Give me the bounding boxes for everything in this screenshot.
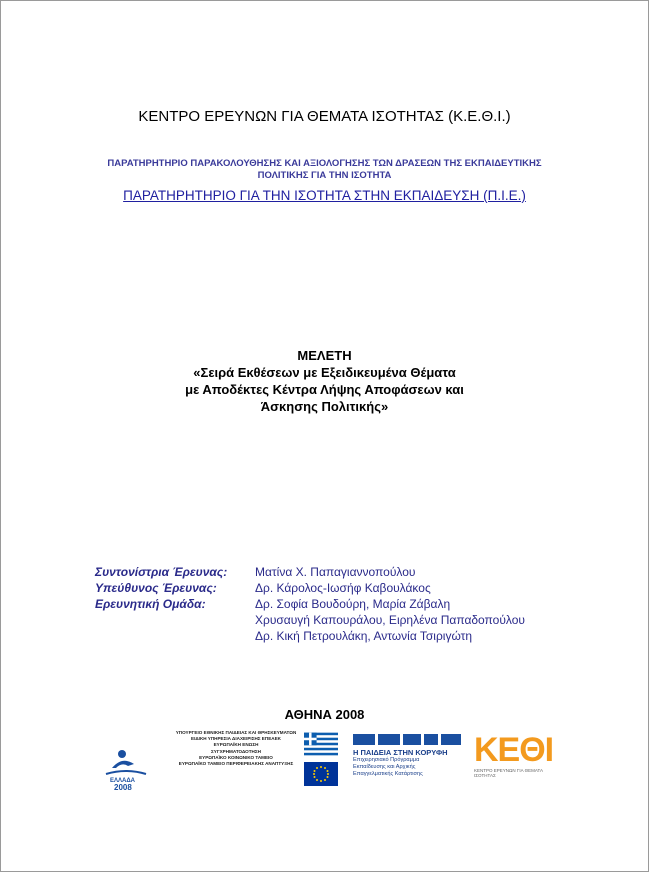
paideia-blocks-icon bbox=[353, 734, 465, 745]
kethi-logo bbox=[474, 732, 564, 778]
ministry-line-4: ΣΥΓΧΡΗΜΑΤΟΔΟΤΗΣΗ bbox=[211, 748, 261, 754]
ministry-line-3: ΕΥΡΩΠΑΪΚΗ ΕΝΩΣΗ bbox=[213, 742, 259, 748]
responsible-row bbox=[95, 580, 525, 596]
group-label: Ερευνητική Ομάδα: bbox=[95, 597, 206, 611]
coordinator-row bbox=[95, 564, 525, 580]
research-team bbox=[95, 564, 525, 644]
pie-title: ΠΑΡΑΤΗΡΗΤΗΡΙΟ ΓΙΑ ΤΗΝ ΙΣΟΤΗΤΑ ΣΤΗΝ ΕΚΠΑΙΔΕΥΣΗ (Π.Ι.Ε.) bbox=[123, 188, 526, 203]
study-title-line-2: με Αποδέκτες Κέντρα Λήψης Αποφάσεων και bbox=[185, 382, 464, 397]
observatory-line-2: ΠΟΛΙΤΙΚΗΣ ΓΙΑ ΤΗΝ ΙΣΟΤΗΤΑ bbox=[257, 170, 392, 181]
group-line-1: Δρ. Σοφία Βουδούρη, Μαρία Ζάβαλη bbox=[255, 597, 451, 611]
paideia-title: Η ΠΑΙΔΕΙΑ ΣΤΗΝ ΚΟΡΥΦΗ bbox=[353, 748, 448, 757]
group-line-3: Δρ. Κική Πετρουλάκη, Αντωνία Τσιριγώτη bbox=[255, 629, 473, 643]
coordinator-label: Συντονίστρια Έρευνας: bbox=[95, 565, 228, 579]
responsible-value: Δρ. Κάρολος-Ιωσήφ Καβουλάκος bbox=[255, 581, 431, 595]
paideia-sub-3: Επαγγελματικής Κατάρτισης bbox=[353, 771, 423, 777]
observatory-heading bbox=[0, 158, 649, 182]
logo-strip bbox=[0, 728, 649, 798]
ministry-text-block bbox=[172, 730, 300, 767]
eu-flag-icon bbox=[304, 762, 338, 786]
ellada-text: ΕΛΛΑΔΑ bbox=[110, 778, 135, 784]
study-title-line-3: Άσκησης Πολιτικής» bbox=[260, 399, 389, 414]
ministry-line-1: ΥΠΟΥΡΓΕΙΟ ΕΘΝΙΚΗΣ ΠΑΙΔΕΙΑΣ ΚΑΙ ΘΡΗΣΚΕΥΜΑΤΩΝ bbox=[175, 730, 297, 735]
ellada-year: 2008 bbox=[114, 783, 132, 792]
responsible-label: Υπεύθυνος Έρευνας: bbox=[95, 581, 217, 595]
study-title-line-1: «Σειρά Εκθέσεων με Εξειδικευμένα Θέματα bbox=[193, 365, 456, 380]
kethi-sub: ΚΕΝΤΡΟ ΕΡΕΥΝΩΝ ΓΙΑ ΘΕΜΑΤΑ ΙΣΟΤΗΤΑΣ bbox=[474, 768, 543, 778]
study-label: ΜΕΛΕΤΗ bbox=[297, 348, 352, 363]
group-row-3 bbox=[95, 628, 525, 644]
ellada-2008-logo bbox=[98, 738, 154, 794]
org-title: ΚΕΝΤΡΟ ΕΡΕΥΝΩΝ ΓΙΑ ΘΕΜΑΤΑ ΙΣΟΤΗΤΑΣ (Κ.Ε.Θ.Ι.) bbox=[138, 108, 511, 125]
paideia-logo bbox=[353, 734, 465, 778]
group-row-2 bbox=[95, 612, 525, 628]
group-row bbox=[95, 596, 525, 612]
ministry-line-5: ΕΥΡΩΠΑΪΚΟ ΚΟΙΝΩΝΙΚΟ ΤΑΜΕΙΟ bbox=[199, 754, 273, 760]
paideia-sub-2: Εκπαίδευσης και Αρχικής bbox=[353, 764, 416, 770]
ellada-emblem-icon bbox=[98, 738, 154, 794]
greek-flag-icon bbox=[304, 732, 338, 756]
ministry-line-6: ΕΥΡΩΠΑΪΚΟ ΤΑΜΕΙΟ ΠΕΡΙΦΕΡΕΙΑΚΗΣ ΑΝΑΠΤΥΞΗΣ bbox=[178, 761, 294, 767]
kethi-word: ΚΕΘΙ bbox=[474, 731, 554, 769]
date: ΑΘΗΝΑ 2008 bbox=[284, 707, 365, 722]
study-block bbox=[0, 347, 649, 415]
group-line-2: Χρυσαυγή Καπουράλου, Ειρηλένα Παπαδοπούλου bbox=[255, 613, 525, 627]
paideia-sub-1: Επιχειρησιακό Πρόγραμμα bbox=[353, 757, 420, 763]
ministry-line-2: ΕΙΔΙΚΗ ΥΠΗΡΕΣΙΑ ΔΙΑΧΕΙΡΙΣΗΣ ΕΠΕΑΕΚ bbox=[191, 736, 281, 742]
observatory-line-1: ΠΑΡΑΤΗΡΗΤΗΡΙΟ ΠΑΡΑΚΟΛΟΥΘΗΣΗΣ ΚΑΙ ΑΞΙΟΛΟΓΗΣΗΣ ΤΩΝ ΔΡΑΣΕΩΝ ΤΗΣ ΕΚΠΑΙΔΕΥΤΙΚΗΣ bbox=[107, 158, 542, 169]
coordinator-value: Ματίνα Χ. Παπαγιαννοπούλου bbox=[255, 565, 416, 579]
